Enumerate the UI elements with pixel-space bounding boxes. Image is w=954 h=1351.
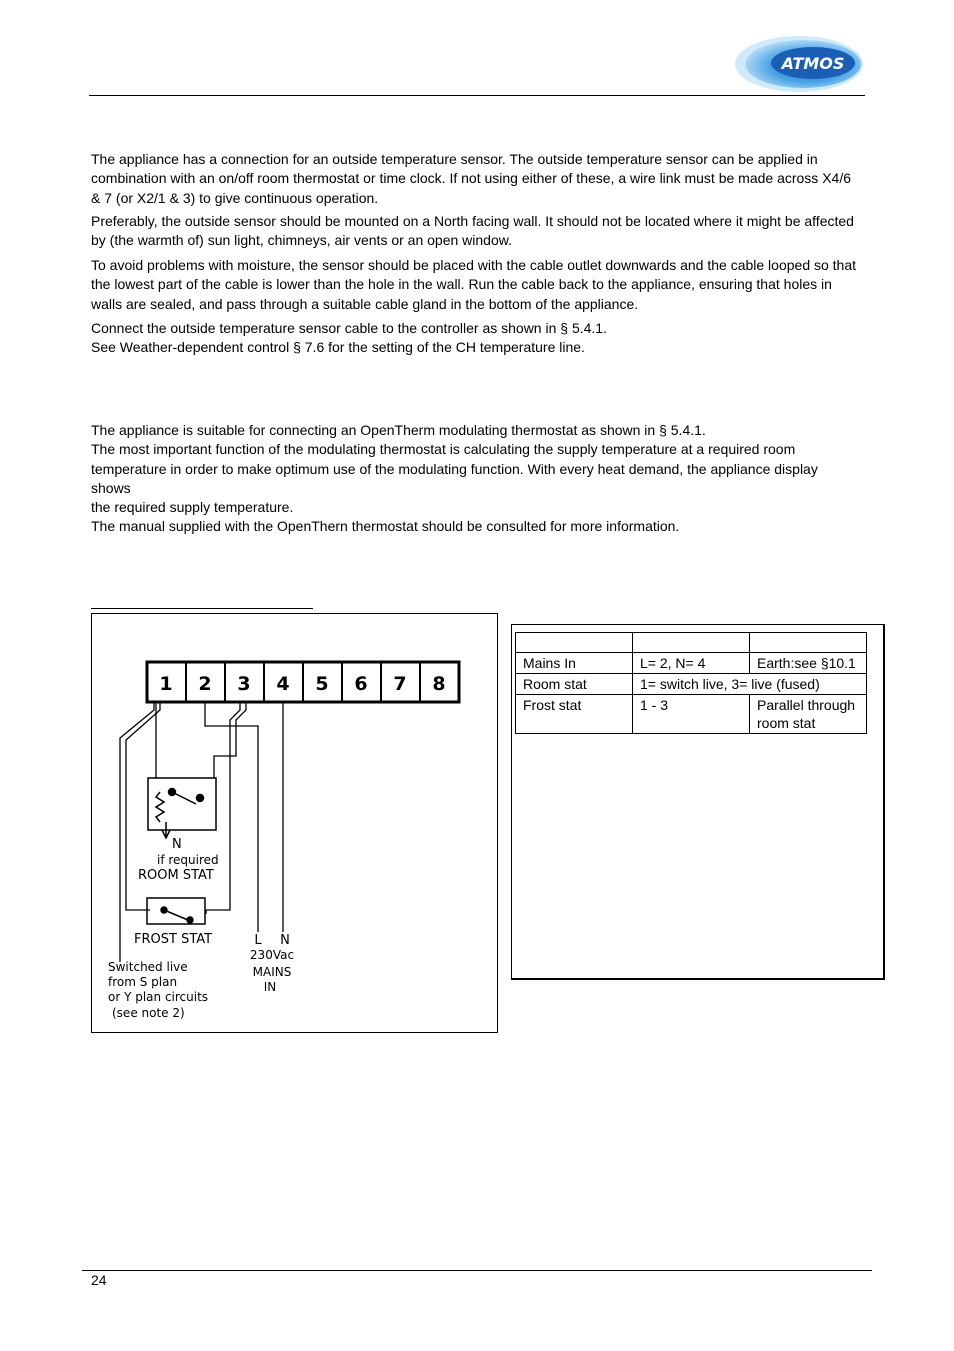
table-cell: Room stat [516, 674, 633, 695]
table-header-cell [516, 633, 633, 653]
room-stat-n: N [172, 837, 182, 852]
table-cell: 1 - 3 [633, 695, 750, 734]
terminal-3: 3 [237, 673, 251, 695]
table-cell: Parallel through room stat [750, 695, 867, 734]
opentherm-paragraph: The appliance is suitable for connecting an OpenTherm modulating thermostat as shown in § 5.4.1. The most important function of the modulating thermostat is calculating the supply temperature at a required room temperature in order to make optimum use of the modulating function. With every heat demand, the appliance display shows the required supply temperature. The manual supplied with the OpenThern thermostat should be consulted for more information. [91, 422, 818, 535]
wiring-table [515, 632, 867, 734]
atmos-logo [733, 34, 865, 94]
table-header-cell [633, 633, 750, 653]
terminal-7: 7 [393, 673, 407, 695]
terminal-6: 6 [354, 673, 368, 695]
frost-stat-symbol [147, 898, 205, 924]
table-cell: Frost stat [516, 695, 633, 734]
table-row [516, 695, 867, 734]
switched-live-line-3: or Y plan circuits [108, 990, 209, 1004]
table-row [516, 674, 867, 695]
wiring-table-panel [511, 624, 885, 980]
header-rule [89, 95, 865, 96]
wiring-diagram [91, 613, 498, 1033]
terminal-1: 1 [159, 673, 173, 695]
mains-in: IN [263, 980, 277, 994]
table-cell: 1= switch live, 3= live (fused) [633, 674, 867, 695]
table-header-row [516, 633, 867, 653]
room-stat-symbol [148, 778, 216, 838]
terminal-block [147, 662, 459, 702]
switched-live-line-4: (see note 2) [112, 1006, 185, 1020]
terminal-2: 2 [198, 673, 212, 695]
frost-stat-label: FROST STAT [134, 932, 213, 947]
terminal-8: 8 [432, 673, 446, 695]
wires [120, 702, 283, 962]
mains-voltage: 230Vac [249, 948, 295, 962]
sensor-paragraph-1: The appliance has a connection for an outside temperature sensor. The outside temperature sensor can be applied in combination with an on/off room thermostat or time clock. If not using either of these, a wire link must be made across X4/6 & 7 (or X2/1 & 3) to give continuous operation. [91, 151, 851, 206]
terminal-5: 5 [315, 673, 329, 695]
sensor-paragraph-4: Connect the outside temperature sensor cable to the controller as shown in § 5.4.1. See Weather-dependent control § 7.6 for the setting of the CH temperature line. [91, 320, 607, 356]
table-header-cell [750, 633, 867, 653]
terminal-4: 4 [276, 673, 290, 695]
page-number: 24 [91, 1272, 107, 1288]
switched-live-line-1: Switched live [108, 960, 188, 974]
switched-live-line-2: from S plan [108, 975, 178, 989]
table-cell: Mains In [516, 653, 633, 674]
section-underline [91, 608, 313, 609]
sensor-paragraph-2: Preferably, the outside sensor should be mounted on a North facing wall. It should not be located where it might be affected by (the warmth of) sun light, chimneys, air vents or an open window. [91, 213, 854, 249]
mains-label: MAINS [252, 965, 292, 979]
mains-n: N [280, 933, 290, 948]
sensor-paragraph-3: To avoid problems with moisture, the sensor should be placed with the cable outlet downwards and the cable looped so that the lowest part of the cable is lower than the hole in the wall. Run the cable back to the appliance, ensuring that holes in walls are sealed, and pass through a suitable cable gland in the bottom of the appliance. [91, 257, 857, 312]
room-stat-label: ROOM STAT [138, 868, 214, 883]
mains-l: L [254, 933, 262, 948]
table-cell: Earth:see §10.1 [750, 653, 867, 674]
logo-text: ATMOS [781, 54, 845, 73]
footer-rule [82, 1270, 872, 1271]
table-row [516, 653, 867, 674]
room-stat-if-required: if required [157, 853, 219, 867]
table-cell: L= 2, N= 4 [633, 653, 750, 674]
